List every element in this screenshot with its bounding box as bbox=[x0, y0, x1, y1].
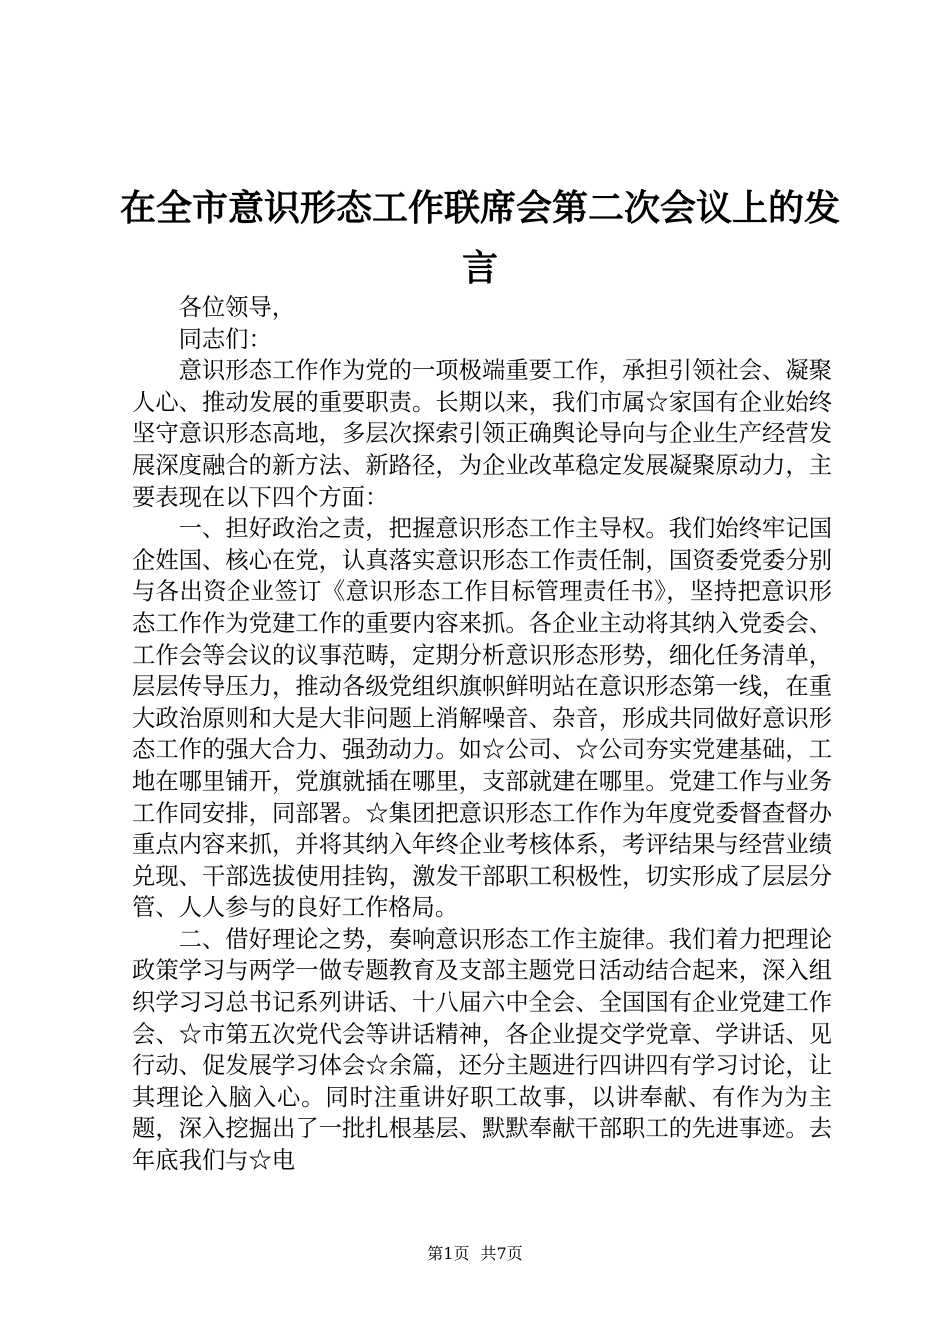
document-title: 在全市意识形态工作联席会第二次会议上的发言 bbox=[119, 187, 840, 289]
salutation-comrades: 同志们： bbox=[178, 325, 272, 353]
salutation-leaders: 各位领导， bbox=[178, 294, 296, 321]
page-total: 共7页 bbox=[480, 1244, 523, 1263]
page-footer bbox=[0, 1244, 950, 1264]
paragraph-intro: 意识形态工作作为党的一项极端重要工作，承担引领社会、凝聚人心、推动发展的重要职责。长期以来，我们市属☆家国有企业始终坚守意识形态高地，多层次探索引领正确舆论导向与企业生产经营发展深度融合的新方法、新路径，为企业改革稳定发展凝聚原动力，主要表现在以下四个方面： bbox=[132, 357, 832, 511]
page-number: 第1页 bbox=[427, 1244, 470, 1263]
paragraph-section-two: 二、借好理论之势，奏响意识形态工作主旋律。我们着力把理论政策学习与两学一做专题教育及支部主题党日活动结合起来，深入组织学习习总书记系列讲话、十八届六中全会、全国国有企业党建工作会、☆市第五次党代会等讲话精神，各企业提交学党章、学讲话、见行动、促发展学习体会☆余篇，还分主题进行四讲四有学习讨论，让其理论入脑入心。同时注重讲好职工故事，以讲奉献、有作为为主题，深入挖掘出了一批扎根基层、默默奉献干部职工的先进事迹。去年底我们与☆电 bbox=[132, 925, 832, 1175]
document-body bbox=[132, 292, 832, 1177]
paragraph-section-one: 一、担好政治之责，把握意识形态工作主导权。我们始终牢记国企姓国、核心在党，认真落实意识形态工作责任制，国资委党委分别与各出资企业签订《意识形态工作目标管理责任书》，坚持把意识形态工作作为党建工作的重要内容来抓。各企业主动将其纳入党委会、工作会等会议的议事范畴，定期分析意识形态形势，细化任务清单，层层传导压力，推动各级党组织旗帜鲜明站在意识形态第一线，在重大政治原则和大是大非问题上消解噪音、杂音，形成共同做好意识形态工作的强大合力、强劲动力。如☆公司、☆公司夯实党建基础，工地在哪里铺开，党旗就插在哪里，支部就建在哪里。党建工作与业务工作同安排，同部署。☆集团把意识形态工作作为年度党委督查督办重点内容来抓，并将其纳入年终企业考核体系，考评结果与经营业绩兑现、干部选拔使用挂钩，激发干部职工积极性，切实形成了层层分管、人人参与的良好工作格局。 bbox=[132, 515, 832, 922]
